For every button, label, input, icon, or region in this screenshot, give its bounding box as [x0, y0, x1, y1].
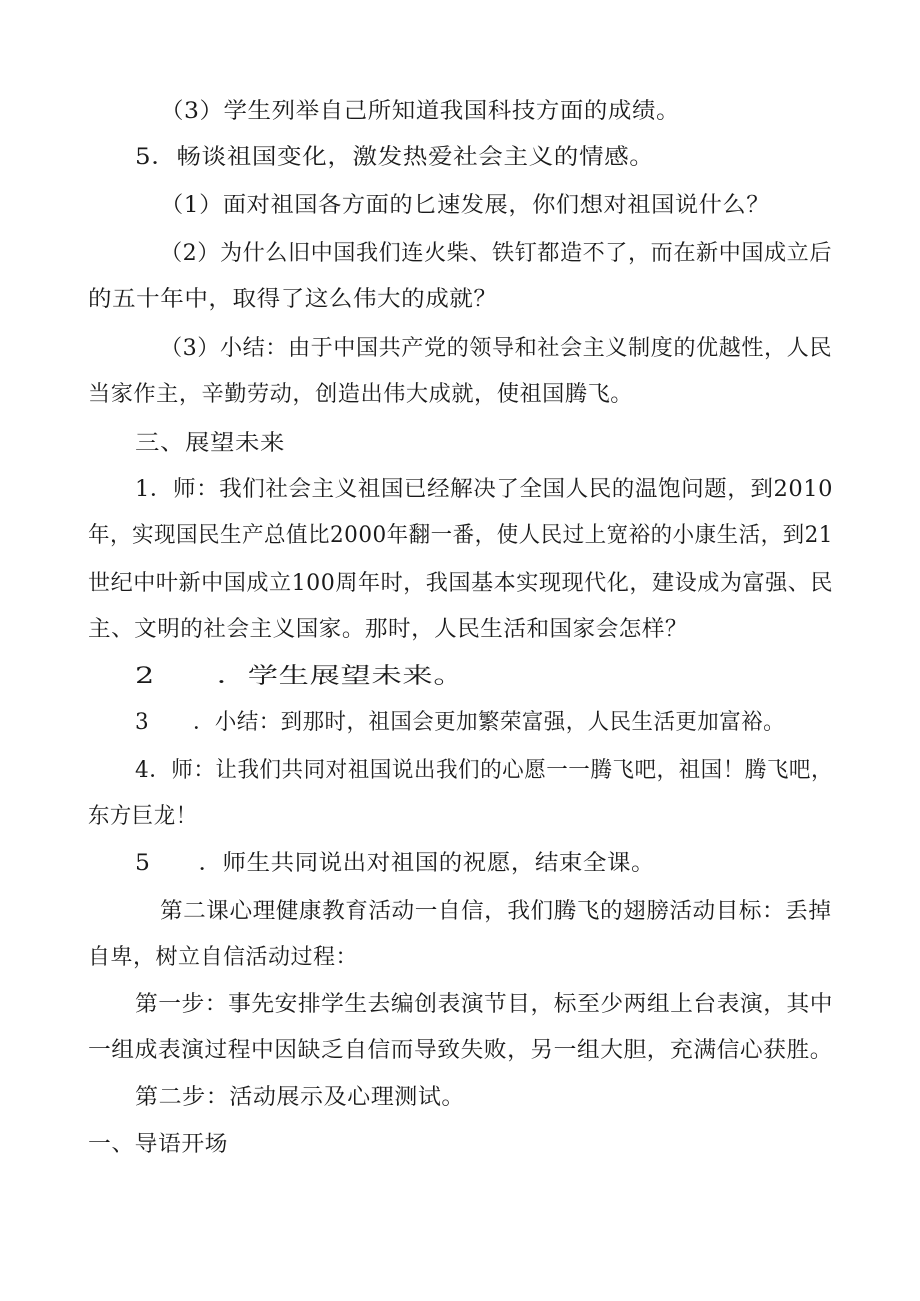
text-line: （3）学生列举自己所知道我国科技方面的成绩。	[160, 99, 680, 124]
text-line: 4．师：让我们共同对祖国说出我们的心愿一一腾飞吧，祖国！腾飞吧，	[135, 758, 833, 783]
text-line: 3 ．小结：到那时，祖国会更加繁荣富强，人民生活更加富裕。	[135, 710, 785, 735]
text-line: 主、文明的社会主义国家。那时，人民生活和国家会怎样？	[88, 617, 689, 642]
text-line: （3）小结：由于中国共产党的领导和社会主义制度的优越性，人民	[160, 336, 832, 361]
text-line: 5．畅谈祖国变化，激发热爱社会主义的情感。	[135, 145, 655, 170]
text-line: 东方巨龙！	[88, 804, 198, 829]
text-line: 的五十年中，取得了这么伟大的成就？	[88, 287, 498, 312]
text-line: 年，实现国民生产总值比2000年翻一番，使人民过上宽裕的小康生活，到21	[88, 523, 833, 548]
text-line: 一组成表演过程中因缺乏自信而导致失败，另一组大胆，充满信心获胜。	[88, 1038, 834, 1063]
text-line: （1）面对祖国各方面的匕速发展，你们想对祖国说什么？	[160, 193, 770, 218]
text-line: （2）为什么旧中国我们连火柴、铁钉都造不了，而在新中国成立后	[160, 241, 832, 266]
section-heading: 三、展望未来	[135, 431, 286, 456]
text-line: 1．师：我们社会主义祖国已经解决了全国人民的温饱问题，到2010	[135, 477, 833, 502]
text-line: 5 ．师生共同说出对祖国的祝愿，结束全课。	[135, 851, 655, 876]
text-line: 世纪中叶新中国成立100周年时，我国基本实现现代化，建设成为富强、民	[88, 571, 834, 596]
text-line: 自卑，树立自信活动过程：	[88, 945, 359, 970]
section-heading: 一、导语开场	[88, 1132, 229, 1157]
text-line: 第二步：活动展示及心理测试。	[135, 1085, 466, 1110]
text-line: 2 ．学生展望未来。	[135, 664, 465, 689]
text-line: 当家作主，辛勤劳动，创造出伟大成就，使祖国腾飞。	[88, 382, 634, 407]
text-line: 第一步：事先安排学生去编创表演节目，标至少两组上台表演，其中	[135, 992, 834, 1017]
text-line: 第二课心理健康教育活动一自信，我们腾飞的翅膀活动目标：丢掉	[160, 899, 832, 924]
